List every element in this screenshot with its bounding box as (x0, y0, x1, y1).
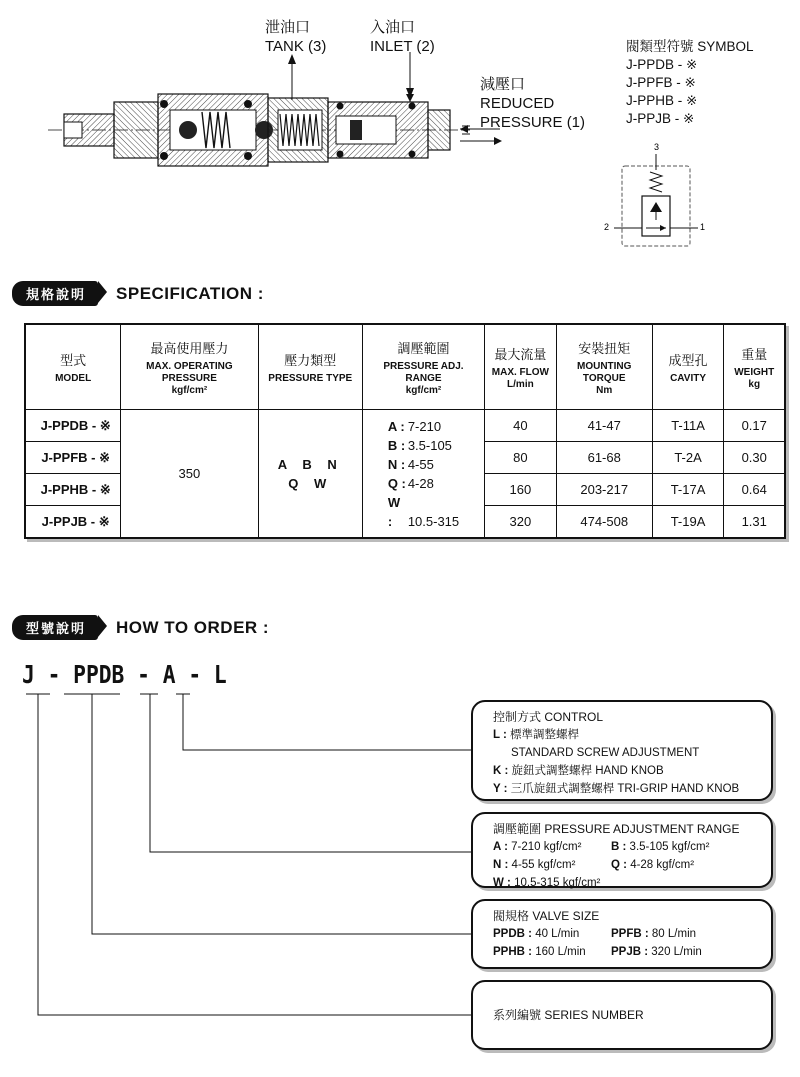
col-header: 壓力類型 PRESSURE TYPE (258, 324, 363, 410)
weight-cell: 1.31 (724, 506, 785, 539)
col-header: 成型孔 CAVITY (652, 324, 724, 410)
model-cell: J-PPJB - ※ (25, 506, 121, 539)
col-header: 最高使用壓力 MAX. OPERATING PRESSURE kgf/cm² (121, 324, 258, 410)
control-title: 控制方式 CONTROL (493, 710, 604, 724)
series-title: 系列編號 SERIES NUMBER (493, 1008, 644, 1022)
reduced-en2: PRESSURE (1) (480, 114, 586, 131)
symbol-port-1: 1 (700, 222, 706, 232)
size-ppdb: PPDB : 40 L/min (493, 928, 580, 940)
valve-size-box (471, 899, 773, 969)
size-pphb: PPHB : 160 L/min (493, 946, 586, 958)
control-option-l-en: STANDARD SCREW ADJUSTMENT (511, 747, 700, 759)
torque-cell: 474-508 (556, 506, 652, 539)
pressure-type-cell: A B N Q W (258, 410, 363, 539)
control-box (471, 700, 773, 801)
weight-cell: 0.64 (724, 474, 785, 506)
col-header: 安裝扭矩 MOUNTING TORQUE Nm (556, 324, 652, 410)
adj-range-cell: A : 7-210 B : 3.5-105 N : 4-55 Q : 4-28 W : 10.5-315 (363, 410, 485, 539)
cavity-cell: T-11A (652, 410, 724, 442)
range-q: Q : 4-28 kgf/cm² (611, 859, 695, 871)
size-ppjb: PPJB : 320 L/min (611, 946, 702, 958)
torque-cell: 41-47 (556, 410, 652, 442)
cavity-cell: T-17A (652, 474, 724, 506)
flow-cell: 160 (484, 474, 556, 506)
tank-en: TANK (3) (265, 38, 327, 55)
model-cell: J-PPFB - ※ (25, 442, 121, 474)
symbol-port-3: 3 (654, 142, 660, 152)
col-header: 最大流量 MAX. FLOW L/min (484, 324, 556, 410)
series-number-box (471, 980, 773, 1050)
max-pressure-cell: 350 (121, 410, 258, 539)
size-title: 閥規格 VALVE SIZE (493, 909, 600, 923)
col-header: 調壓範圍 PRESSURE ADJ. RANGE kgf/cm² (363, 324, 485, 410)
symbol-port-2: 2 (604, 222, 610, 232)
model-cell: J-PPHB - ※ (25, 474, 121, 506)
symbol-model: J-PPDB - ※ (626, 57, 698, 72)
symbol-model: J-PPHB - ※ (626, 93, 698, 108)
reduced-en1: REDUCED (480, 95, 555, 112)
flow-cell: 320 (484, 506, 556, 539)
inlet-zh: 入油口 (370, 19, 416, 36)
range-a: A : 7-210 kgf/cm² (493, 841, 582, 853)
reduced-zh: 減壓口 (480, 76, 526, 93)
pressure-range-box (471, 812, 773, 888)
range-n: N : 4-55 kgf/cm² (493, 859, 576, 871)
control-option-k: K : 旋鈕式調整螺桿 HAND KNOB (493, 765, 664, 777)
range-title: 調壓範圍 PRESSURE ADJUSTMENT RANGE (493, 822, 740, 836)
torque-cell: 203-217 (556, 474, 652, 506)
torque-cell: 61-68 (556, 442, 652, 474)
weight-cell: 0.17 (724, 410, 785, 442)
symbol-model: J-PPJB - ※ (626, 111, 695, 126)
order-title: HOW TO ORDER : (116, 617, 270, 637)
flow-cell: 40 (484, 410, 556, 442)
tank-zh: 泄油口 (265, 19, 311, 36)
cavity-cell: T-19A (652, 506, 724, 539)
cavity-cell: T-2A (652, 442, 724, 474)
range-b: B : 3.5-105 kgf/cm² (611, 841, 710, 853)
spec-badge: 規格說明 (12, 281, 98, 306)
col-header: 型式 MODEL (25, 324, 121, 410)
flow-cell: 80 (484, 442, 556, 474)
spec-title: SPECIFICATION : (116, 283, 264, 303)
size-ppfb: PPFB : 80 L/min (611, 928, 697, 940)
order-code: J - PPDB - A - L (22, 660, 227, 689)
control-option-y: Y : 三爪旋鈕式調整螺桿 TRI-GRIP HAND KNOB (493, 783, 740, 795)
symbol-model: J-PPFB - ※ (626, 75, 696, 90)
symbol-title: 閥類型符號 SYMBOL (626, 39, 754, 54)
col-header: 重量 WEIGHT kg (724, 324, 785, 410)
inlet-en: INLET (2) (370, 38, 435, 55)
model-cell: J-PPDB - ※ (25, 410, 121, 442)
range-w: W : 10.5-315 kgf/cm² (493, 877, 601, 889)
order-badge: 型號說明 (12, 615, 98, 640)
control-option-l: L : 標準調整螺桿 (493, 729, 580, 741)
weight-cell: 0.30 (724, 442, 785, 474)
